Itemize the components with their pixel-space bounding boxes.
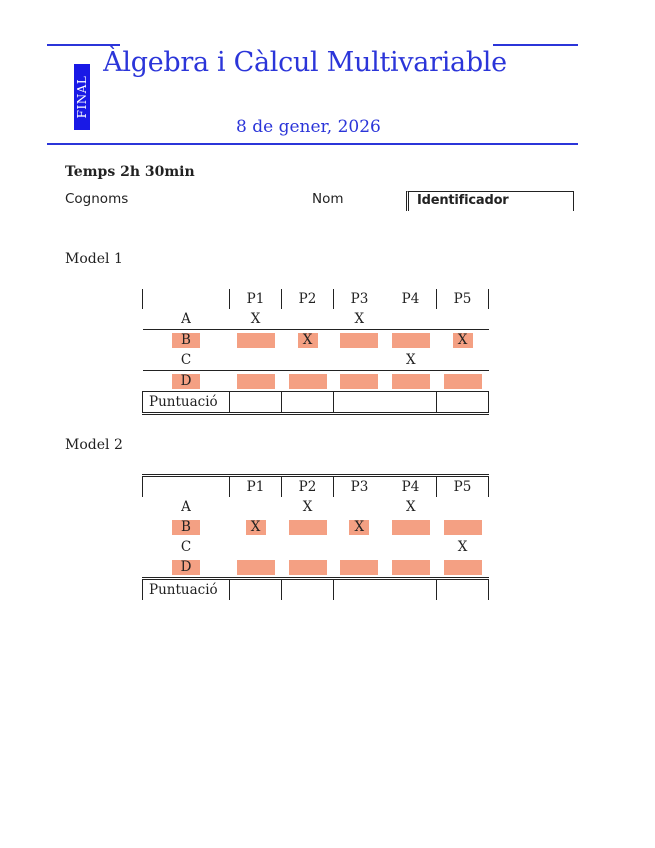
col-header: P4 [401,291,420,307]
answer-mark: X [250,311,261,327]
answer-mark [237,560,275,575]
col-header: P2 [282,289,334,309]
answer-mark [392,374,430,389]
answer-mark [298,310,318,325]
header-rule-bottom [47,143,578,145]
model-2-answer-table [142,474,489,600]
col-header: P5 [437,289,489,309]
answer-mark [392,333,430,348]
option-label: C [180,539,192,555]
answer-mark [289,520,327,535]
score-cell[interactable] [230,579,282,601]
option-row [143,309,489,330]
final-badge: FINAL [74,64,90,130]
answer-mark [444,520,482,535]
option-row [143,371,489,392]
answer-mark [298,538,318,553]
col-header: P4 [385,476,437,498]
score-row [143,392,489,414]
answer-mark [444,560,482,575]
surname-label: Cognoms [65,191,129,207]
score-cell[interactable] [282,579,334,601]
model-2-label: Model 2 [65,437,123,453]
score-cell[interactable] [385,392,437,414]
score-label: Puntuació [143,579,230,601]
option-label: C [143,350,230,371]
answer-mark [340,333,378,348]
header-row [143,476,489,498]
option-row [143,350,489,371]
answer-mark: X [453,333,473,348]
answer-mark: X [354,311,365,327]
col-header: P5 [437,476,489,498]
exam-date: 8 de gener, 2026 [236,117,381,137]
option-row [143,517,489,537]
header-row [143,289,489,309]
score-cell[interactable] [230,392,282,414]
exam-title: Àlgebra i Càlcul Multivariable [103,47,507,78]
option-label: A [181,499,191,515]
answer-mark [349,498,369,513]
answer-mark [453,310,473,325]
answer-mark [349,538,369,553]
col-header: P1 [230,476,282,498]
answer-mark [444,374,482,389]
option-row [143,497,489,517]
option-row [143,330,489,351]
answer-mark [401,310,421,325]
option-label: D [172,560,200,575]
answer-mark: X [457,539,468,555]
answer-mark: X [349,520,369,535]
answer-mark [453,498,473,513]
col-header: P2 [282,476,334,498]
answer-mark [340,374,378,389]
option-row [143,557,489,579]
answer-mark [237,333,275,348]
score-label: Puntuació [143,392,230,414]
option-label: B [172,520,200,535]
answer-mark [349,351,369,366]
answer-mark: X [405,352,416,368]
answer-mark [340,560,378,575]
answer-mark [246,498,266,513]
answer-mark: X [298,333,318,348]
col-header: P3 [334,289,386,309]
identifier-field[interactable] [406,191,574,211]
exam-duration: Temps 2h 30min [65,164,195,180]
score-cell[interactable] [334,392,386,414]
score-cell[interactable] [437,392,489,414]
col-header: P1 [230,289,282,309]
score-cell[interactable] [385,579,437,601]
answer-mark [453,351,473,366]
score-cell[interactable] [282,392,334,414]
name-label: Nom [312,191,344,207]
option-row [143,537,489,557]
answer-mark [392,520,430,535]
answer-mark: X [302,499,313,515]
identifier-label: Identificador [417,193,509,208]
answer-mark [298,351,318,366]
answer-mark [237,374,275,389]
score-cell[interactable] [334,579,386,601]
score-row [143,579,489,601]
model-1-label: Model 1 [65,251,123,267]
col-header: P3 [334,476,386,498]
answer-mark [401,538,421,553]
model-1-answer-table [142,289,489,415]
answer-mark [246,351,266,366]
answer-mark [289,374,327,389]
answer-mark [246,538,266,553]
option-label: D [172,374,200,389]
header-rule-right [493,44,578,46]
answer-mark: X [405,499,416,515]
answer-mark: X [246,520,266,535]
option-label: B [172,333,200,348]
answer-mark [289,560,327,575]
header-rule-left [47,44,120,46]
answer-mark [392,560,430,575]
option-label: A [143,309,230,330]
score-cell[interactable] [437,579,489,601]
